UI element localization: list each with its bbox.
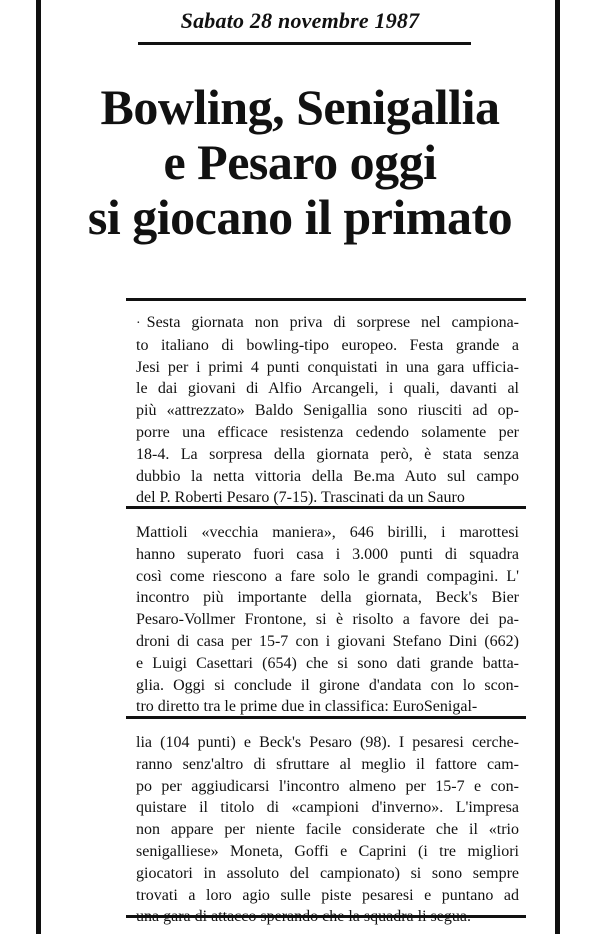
text-line: · Sesta giornata non priva di sorprese nel campiona- [136,314,519,331]
column-rule-bottom [126,915,526,918]
text-line: le dai giovani di Alfio Arcangeli, i quali, davanti al [136,380,519,398]
text-line: Mattioli «vecchia maniera», 646 birilli, i marottesi [136,524,519,541]
text-line: po per aggiudicarsi l'incontro almeno per 15-7 e con- [136,777,519,795]
headline-line-3: si giocano il primato [87,189,513,245]
text-line: tro diretto tra le prime due in classifica: EuroSenigal- [136,698,478,716]
text-line: 18-4. La sorpresa della giornata però, è stata senza [136,445,519,463]
text-line: hanno superato fuori casa i 3.000 punti di squadra [136,545,519,563]
text-line: droni di casa per 15-7 con i giovani Stefano Dini (662) [136,632,519,650]
text-line: incontro più importante della giornata, Beck's Bier [136,589,519,607]
text-line: dubbio la netta vittoria della Be.ma Auto sul campo [136,467,519,485]
text-line: e Luigi Casettari (654) che si sono dati grande batta- [136,654,519,672]
text-line: più «attrezzato» Baldo Senigallia sono riusciti ad op- [136,402,519,420]
article-block-3 [136,732,519,928]
text-line: ranno senz'altro di sfruttare al meglio il fattore cam- [136,755,519,773]
text-line: Jesi per i primi 4 punti conquistati in una gara ufficia- [136,358,519,376]
headline-line-1: Bowling, Senigallia [100,79,500,135]
text-line: porre una efficace resistenza cedendo solamente per [136,423,519,441]
text-line: senigalliese» Moneta, Goffi e Caprini (i tre migliori [136,842,519,860]
text-line: to italiano di bowling-tipo europeo. Festa grande a [136,336,519,354]
text-line: quistare il titolo di «campioni d'inverno». L'impresa [136,799,519,817]
text-line: del P. Roberti Pesaro (7-15). Trascinati da un Sauro [136,489,465,507]
text-line: glia. Oggi si conclude il girone d'andata con lo scon- [136,676,519,694]
text-line: giocatori in assoluto del campionato) si sono sempre [136,864,519,882]
text-line: Pesaro-Vollmer Frontone, si è risolto a favore dei pa- [136,611,519,629]
text-line: trovati a loro agio sulle piste pesaresi e puntano ad [136,886,519,904]
bullet-mark: · [136,316,141,331]
date-line: Sabato 28 novembre 1987 [180,8,420,33]
date-underline [138,42,471,45]
headline [40,80,560,245]
column-rule-1 [126,298,526,301]
text-line: lia (104 punti) e Beck's Pesaro (98). I pesaresi cerche- [136,734,519,751]
column-rule-2 [126,506,526,509]
article-block-1 [136,312,519,509]
headline-line-2: e Pesaro oggi [163,134,437,190]
text-line: così come riescono a fare solo le grandi compagini. L' [136,567,519,585]
text-line: non appare per niente facile considerate che il «trio [136,821,519,839]
article-block-2 [136,522,519,718]
column-rule-3 [126,716,526,719]
